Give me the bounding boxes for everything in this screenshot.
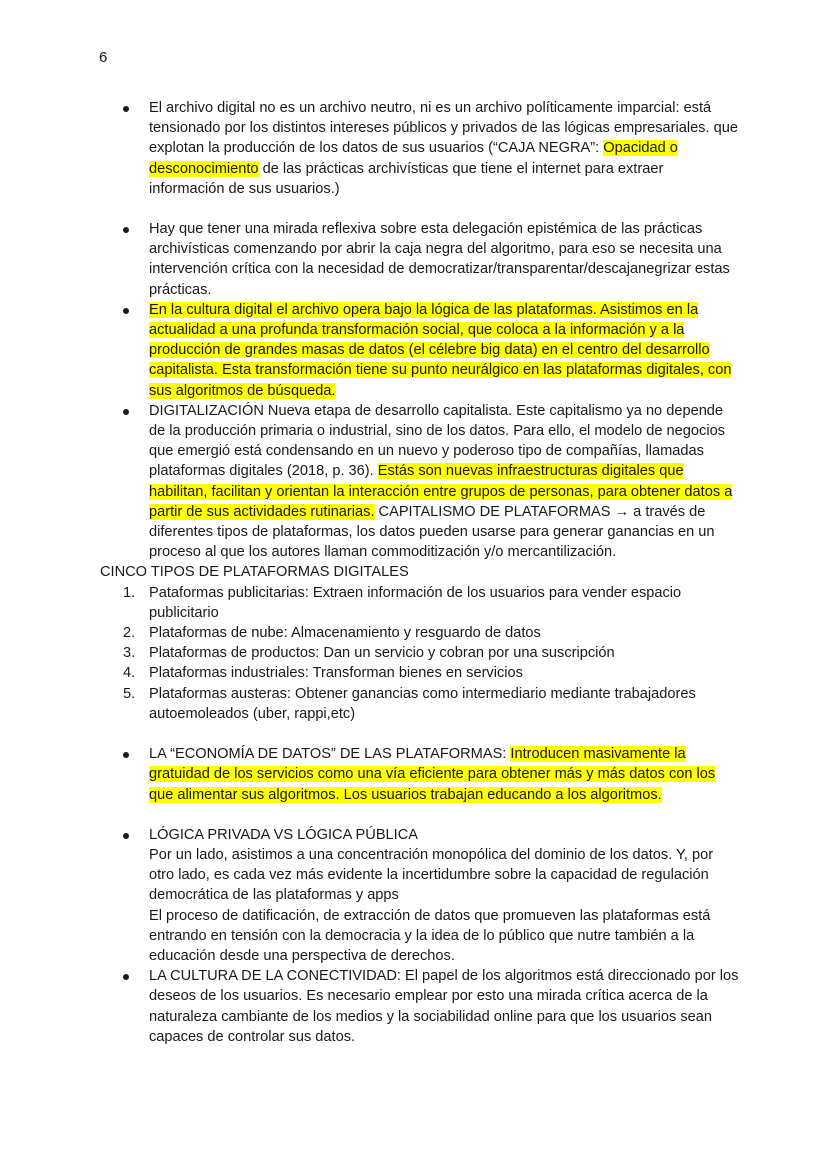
bullet-digitalizacion xyxy=(100,401,740,563)
bullet-logica-privada xyxy=(100,825,740,966)
bullet-dot-icon xyxy=(123,974,129,980)
list-item xyxy=(100,583,740,623)
list-item xyxy=(100,643,740,663)
bullet-mirada-reflexiva xyxy=(100,219,740,300)
paragraph-text: El proceso de datificación, de extracción de datos que promueven las plataformas está entrando en tensión con la democracia y la idea de lo público que nutre también a la educación desde una perspectiva de derechos. xyxy=(149,907,711,964)
bullet-cultura-conectividad xyxy=(100,966,740,1047)
paragraph-text: CAPITALISMO DE PLATAFORMAS → a través de diferentes tipos de plataformas, los datos pueden usarse para generar ganancias en un proceso al que los autores llaman commoditización y/o mercantilización. xyxy=(149,503,715,561)
paragraph-text: de las prácticas archivísticas que tiene el internet para extraer información de sus usuarios.) xyxy=(149,160,664,197)
bullet-dot-icon xyxy=(123,106,129,112)
list-number: 3. xyxy=(123,645,136,662)
bullet-title: LÓGICA PRIVADA VS LÓGICA PÚBLICA xyxy=(149,826,418,843)
paragraph-text: DIGITALIZACIÓN Nueva etapa de desarrollo capitalista. Este capitalismo ya no depende de la producción primaria o industrial, sino de los datos. Para ello, el modelo de negocios que emergió está condensando en un nuevo y poderoso tipo de compañías, llamadas plataformas digitales (2018, p. 36). xyxy=(149,402,725,480)
highlighted-text: Opacidad o desconocimiento xyxy=(149,140,678,177)
paragraph-text: El archivo digital no es un archivo neutro, ni es un archivo políticamente imparcial: está tensionado por los distintos intereses públicos y privados de las lógicas empresariales. que explotan la producción de los datos de sus usuarios (“CAJA NEGRA”: xyxy=(149,100,738,157)
list-item-text: Plataformas austeras: Obtener ganancias como intermediario mediante trabajadores autoemoleados (uber, rappi,etc) xyxy=(149,685,696,722)
list-item-text: Plataformas industriales: Transforman bienes en servicios xyxy=(149,665,523,682)
paragraph-text: LA CULTURA DE LA CONECTIVIDAD: El papel de los algoritmos está direccionado por los deseos de los usuarios. Es necesario emplear por esto una mirada crítica acerca de la naturaleza cambiante de los medios y la sociabilidad online para que los usuarios sean capaces de controlar sus datos. xyxy=(149,968,739,1045)
bullet-dot-icon xyxy=(123,833,129,839)
list-item xyxy=(100,623,740,643)
list-item xyxy=(100,684,740,724)
bullet-dot-icon xyxy=(123,308,129,314)
paragraph-text: Hay que tener una mirada reflexiva sobre esta delegación epistémica de las prácticas archivísticas comenzando por abrir la caja negra del algoritmo, para eso se necesita una intervención crítica con la necesidad de democratizar/transparentar/descajanegrizar estas prácticas. xyxy=(149,221,730,298)
list-item xyxy=(100,663,740,683)
list-item-text: Plataformas de productos: Dan un servicio y cobran por una suscripción xyxy=(149,645,615,662)
document-body xyxy=(100,98,740,1047)
highlighted-text: Introducen masivamente la gratuidad de los servicios como una vía eficiente para obtener más y más datos con los que alimentar sus algoritmos. Los usuarios trabajan educando a los algoritmos. xyxy=(149,746,716,803)
paragraph-text: Por un lado, asistimos a una concentración monopólica del dominio de los datos. Y, por otro lado, es cada vez más evidente la incertidumbre sobre la capacidad de regulación democrática de las plataformas y apps xyxy=(149,846,714,904)
paragraph-text: LA “ECONOMÍA DE DATOS” DE LAS PLATAFORMAS: xyxy=(149,746,511,763)
bullet-economia-datos xyxy=(100,744,740,805)
bullet-dot-icon xyxy=(123,227,129,233)
list-number: 4. xyxy=(123,665,136,682)
list-item-text: Pataformas publicitarias: Extraen información de los usuarios para vender espacio publicitario xyxy=(149,584,682,621)
bullet-dot-icon xyxy=(123,752,129,758)
bullet-archivo-digital xyxy=(100,98,740,199)
bullet-cultura-digital xyxy=(100,300,740,401)
list-number: 1. xyxy=(123,584,136,601)
bullet-dot-icon xyxy=(123,409,129,415)
highlighted-text: Estás son nuevas infraestructuras digitales que habilitan, facilitan y orientan la interacción entre grupos de personas, para obtener datos a partir de sus actividades rutinarias. xyxy=(149,463,733,520)
list-number: 2. xyxy=(123,625,136,642)
highlighted-text: En la cultura digital el archivo opera bajo la lógica de las plataformas. Asistimos en la actualidad a una profunda transformación social, que coloca a la información y a la producción de grandes masas de datos (el célebre big data) en el centro del desarrollo capitalista. Esta transformación tiene su punto neurálgico en las plataformas digitales, con sus algoritmos de búsqueda. xyxy=(149,301,732,399)
page-number: 6 xyxy=(99,49,108,66)
list-item-text: Plataformas de nube: Almacenamiento y resguardo de datos xyxy=(149,625,541,642)
list-number: 5. xyxy=(123,685,136,702)
section-heading: CINCO TIPOS DE PLATAFORMAS DIGITALES xyxy=(100,564,409,581)
